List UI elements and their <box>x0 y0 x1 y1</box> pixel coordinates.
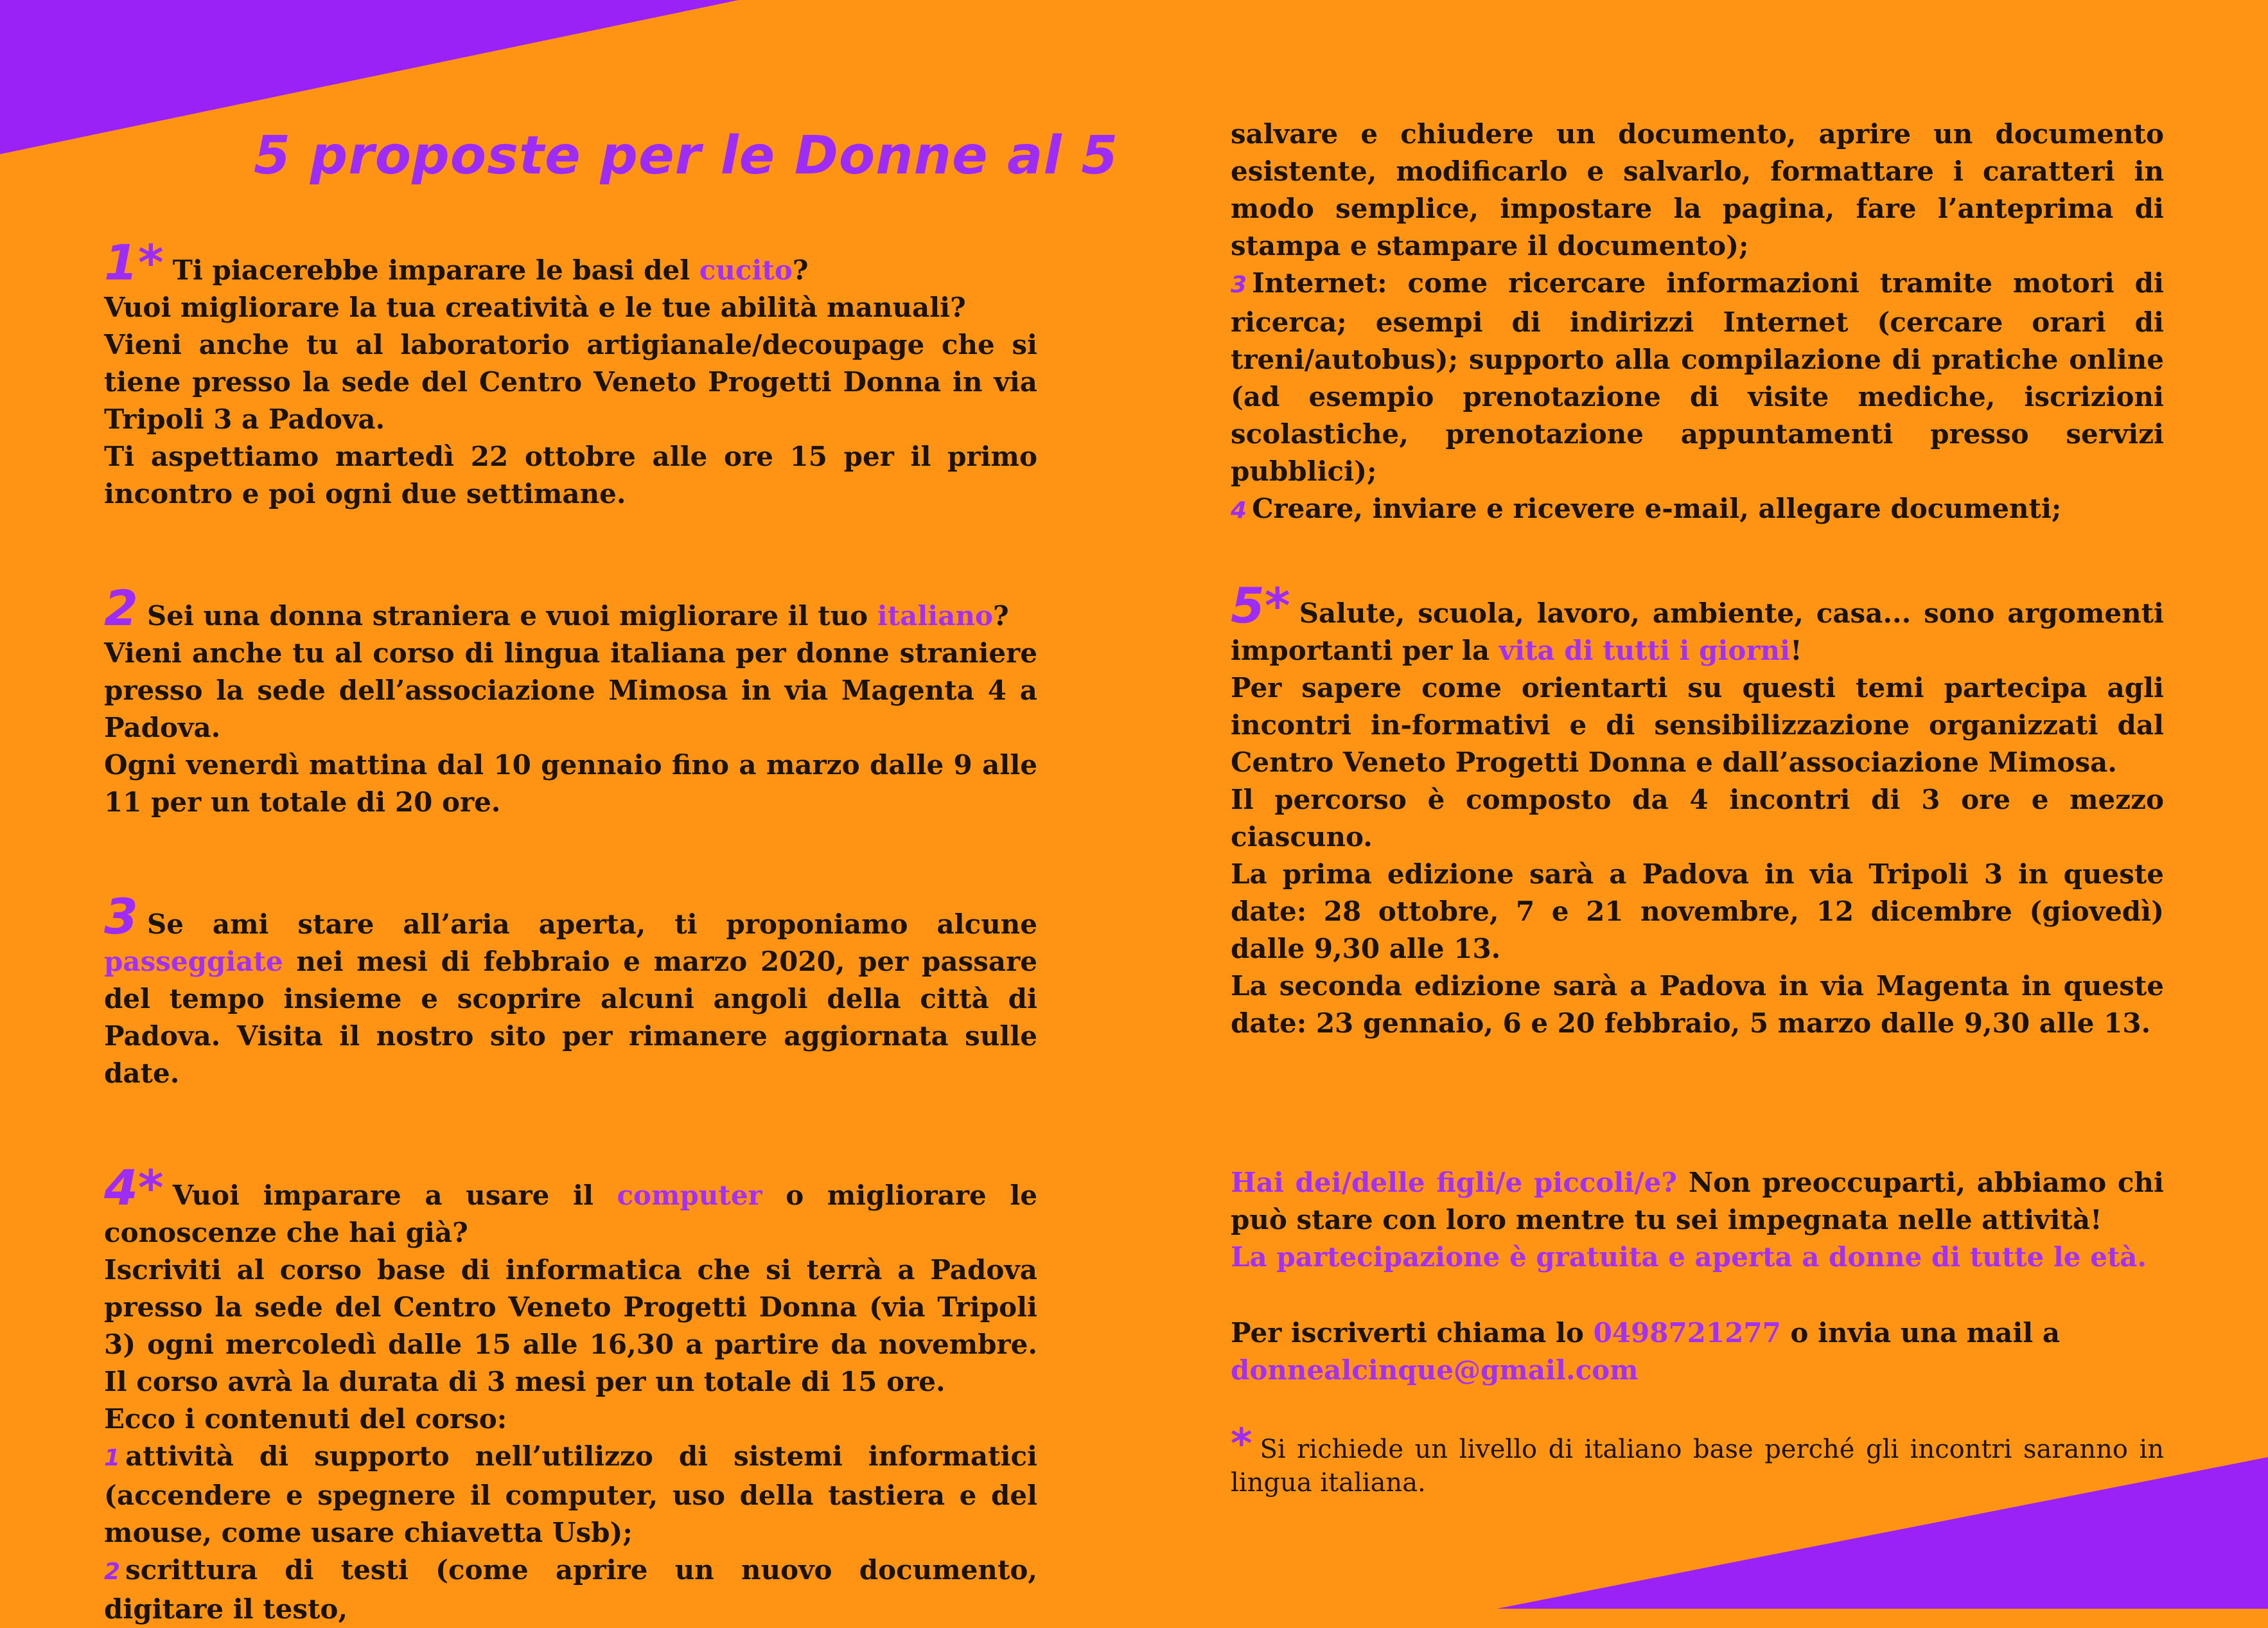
paragraph: salvare e chiudere un documento, aprire un documento esistente, modificarlo e salvarlo, formattare i caratteri in modo semplice, impostare la pagina, fare l’anteprima di stampa e stampare il documento); <box>1231 118 2164 261</box>
proposal-1: 1* Ti piacerebbe imparare le basi del cucito? Vuoi migliorare la tua creatività e le tue abilità manuali? Vieni anche tu al laboratorio artigianale/decoupage che si tiene presso la sede del Centro Veneto Progetti Donna in via Tripoli 3 a Padova. Ti aspettiamo martedì 22 ottobre alle ore 15 per il primo incontro e poi ogni due settimane. <box>104 244 1037 513</box>
item-number: 4 <box>1231 497 1247 524</box>
childcare-question: Hai dei/delle figli/e piccoli/e? <box>1231 1167 1678 1198</box>
course-item: 4 Creare, inviare e ricevere e-mail, allegare documenti; <box>1231 493 2062 524</box>
item-number: 1 <box>104 1445 121 1471</box>
paragraph: Vieni anche tu al laboratorio artigianale/decoupage che si tiene presso la sede del Centro Veneto Progetti Donna in via Tripoli 3 a Padova. <box>104 329 1037 435</box>
keyword: italiano <box>877 600 994 632</box>
course-item: 2 scrittura di testi (come aprire un nuovo documento, digitare il testo, <box>104 1554 1037 1625</box>
right-column <box>1231 116 2164 1389</box>
paragraph: Ti aspettiamo martedì 22 ottobre alle ore 15 per il primo incontro e poi ogni due settimane. <box>104 441 1037 509</box>
proposal-number: 4* <box>104 1159 164 1216</box>
paragraph: Il percorso è composto da 4 incontri di 3 ore e mezzo ciascuno. <box>1231 784 2164 853</box>
paragraph: Ogni venerdì mattina dal 10 gennaio fino a marzo dalle 9 alle 11 per un totale di 20 ore. <box>104 749 1037 818</box>
proposal-number: 2 <box>104 580 138 637</box>
course-item: 3 Internet: come ricercare informazioni tramite motori di ricerca; esempi di indirizzi Internet (cercare orari di treni/autobus); supporto alla compilazione di pratiche online (ad esempio prenotazione di visite mediche, iscrizioni scolastiche, prenotazione appuntamenti presso servizi pubblici); <box>1231 267 2164 487</box>
phone-number[interactable]: 0498721277 <box>1593 1317 1781 1349</box>
course-item: 1 attività di supporto nell’utilizzo di sistemi informatici (accendere e spegnere il computer, uso della tastiera e del mouse, come usare chiavetta Usb); <box>104 1440 1037 1548</box>
item-number: 2 <box>104 1559 121 1585</box>
proposal-number: 1* <box>104 234 164 291</box>
footnote: * Si richiede un livello di italiano base perché gli incontri saranno in lingua italiana. <box>1231 1420 2164 1498</box>
email-link[interactable]: donnealcinque@gmail.com <box>1231 1354 1639 1386</box>
item-number: 3 <box>1231 272 1247 298</box>
asterisk-icon: * <box>1231 1420 1253 1468</box>
paragraph: Per sapere come orientarti su questi temi partecipa agli incontri in-formativi e di sensibilizzazione organizzati dal Centro Veneto Progetti Donna e dall’associazione Mimosa. <box>1231 672 2164 778</box>
free-participation: La partecipazione è gratuita e aperta a donne di tutte le età. <box>1231 1241 2147 1273</box>
proposal-number: 5* <box>1231 577 1290 634</box>
paragraph: La prima edizione sarà a Padova in via Tripoli 3 in queste date: 28 ottobre, 7 e 21 novembre, 12 dicembre (giovedì) dalle 9,30 alle 13. <box>1231 858 2164 964</box>
proposal-4: 4* Vuoi imparare a usare il computer o migliorare le conoscenze che hai già? Iscriviti al corso base di informatica che si terrà a Padova presso la sede del Centro Veneto Progetti Donna (via Tripoli 3) ogni mercoledì dalle 15 alle 16,30 a partire da novembre. Il corso avrà la durata di 3 mesi per un totale di 15 ore. Ecco i contenuti del corso: 1 attività di supporto nell’utilizzo di sistemi informatici (accendere e spegnere il computer, uso della tastiera e del mouse, come usare chiavetta Usb); 2 scrittura di testi (come aprire un nuovo documento, digitare il testo, <box>104 1169 1037 1628</box>
keyword: vita di tutti i giorni <box>1499 635 1791 666</box>
paragraph: La seconda edizione sarà a Padova in via Magenta in queste date: 23 gennaio, 6 e 20 febbraio, 5 marzo dalle 9,30 alle 13. <box>1231 970 2164 1039</box>
childcare-info: Hai dei/delle figli/e piccoli/e? Non preoccuparti, abbiamo chi può stare con loro mentre tu sei impegnata nelle attività! La partecipazione è gratuita e aperta a donne di tutte le età. <box>1231 1164 2164 1276</box>
paragraph: Ecco i contenuti del corso: <box>104 1403 507 1435</box>
left-column <box>104 234 1037 1628</box>
proposal-3: 3 Se ami stare all’aria aperta, ti proponiamo alcune passeggiate nei mesi di febbraio e marzo 2020, per passare del tempo insieme e scoprire alcuni angoli della città di Padova. Visita il nostro sito per rimanere aggiornata sulle date. <box>104 888 1037 1089</box>
paragraph: Vuoi migliorare la tua creatività e le tue abilità manuali? <box>104 292 966 323</box>
paragraph: Vieni anche tu al corso di lingua italiana per donne straniere presso la sede dell’associazione Mimosa in via Magenta 4 a Padova. <box>104 637 1037 743</box>
proposal-4-continued <box>1231 116 2164 529</box>
keyword: computer <box>617 1180 762 1211</box>
enrollment-info: Per iscriverti chiama lo 0498721277 o invia una mail a donnealcinque@gmail.com <box>1231 1317 2061 1386</box>
proposal-2: 2 Sei una donna straniera e vuoi migliorare il tuo italiano? Vieni anche tu al corso di lingua italiana per donne straniere presso la sede dell’associazione Mimosa in via Magenta 4 a Padova. Ogni venerdì mattina dal 10 gennaio fino a marzo dalle 9 alle 11 per un totale di 20 ore. <box>104 590 1037 821</box>
page-title: 5 proposte per le Donne al 5 <box>254 125 1119 186</box>
keyword: cucito <box>699 254 793 286</box>
proposal-number: 3 <box>104 888 138 945</box>
keyword: passeggiate <box>104 946 283 977</box>
proposal-5: 5* Salute, scuola, lavoro, ambiente, casa... sono argomenti importanti per la vita di tutti i giorni! Per sapere come orientarti su questi temi partecipa agli incontri in-formativi e di sensibilizzazione organizzati dal Centro Veneto Progetti Donna e dall’associazione Mimosa. Il percorso è composto da 4 incontri di 3 ore e mezzo ciascuno. La prima edizione sarà a Padova in via Tripoli 3 in queste date: 28 ottobre, 7 e 21 novembre, 12 dicembre (giovedì) dalle 9,30 alle 13. La seconda edizione sarà a Padova in via Magenta in queste date: 23 gennaio, 6 e 20 febbraio, 5 marzo dalle 9,30 alle 13. <box>1231 587 2164 1042</box>
paragraph: Iscriviti al corso base di informatica che si terrà a Padova presso la sede del Centro Veneto Progetti Donna (via Tripoli 3) ogni mercoledì dalle 15 alle 16,30 a partire da novembre. Il corso avrà la durata di 3 mesi per un totale di 15 ore. <box>104 1254 1037 1397</box>
